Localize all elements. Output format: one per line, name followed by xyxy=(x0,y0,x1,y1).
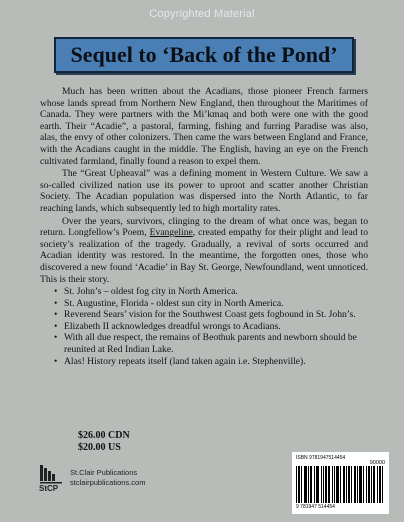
publisher-logo-icon xyxy=(38,463,66,493)
book-title: Sequel to ‘Back of the Pond’ xyxy=(70,42,338,67)
title-banner xyxy=(54,37,354,73)
barcode-number: 9 781947 514454 xyxy=(296,504,335,510)
blurb-body xyxy=(40,86,368,367)
paragraph-3: Over the years, survivors, clinging to the dream of what once was, began to return. Longfellow’s Poem, Evangeline, created empathy for their plight and lead to society’s realization of the tragedy. Gradually, a revival of sorts occurred and Acadian identity was restored. In the meantime, the forgotten ones, those who discovered a new found ‘Acadie’ in Bay St. George, Newfoundland, went unnoticed. This is their story. xyxy=(40,215,368,285)
paragraph-1: Much has been written about the Acadians, those pioneer French farmers whose lands spread from Northern New England, then throughout the Maritimes of Canada. They were partners with the Mi’kmaq and both were one with the good earth. Their “Acadie”, a pastoral, farming, fishing and furring Paradise was also, alas, the envy of other colonizers. Then came the wars between England and France, with the Acadians caught in the middle. The English, having an eye on the French cultivated farmland, finally found a reason to expel them. xyxy=(40,86,368,167)
barcode-icon xyxy=(296,466,385,503)
list-item: • St. John’s – oldest fog city in North America. xyxy=(54,286,368,298)
bullet-list xyxy=(40,286,368,367)
list-item: • Alas! History repeats itself (land taken again i.e. Stephenville). xyxy=(54,356,368,368)
price-cdn: $26.00 CDN xyxy=(78,430,130,441)
barcode xyxy=(292,452,389,514)
list-item: • Reverend Sears’ vision for the Southwest Coast gets fogbound in St. John’s. xyxy=(54,309,368,321)
publisher-url: stclairpublications.com xyxy=(70,478,146,487)
publisher-name: St.Clair Publications xyxy=(70,468,138,477)
list-item: • St. Augustine, Florida - oldest sun city in North America. xyxy=(54,298,368,310)
price-block xyxy=(78,430,130,454)
paragraph-2: The “Great Upheaval” was a defining moment in Western Culture. We saw a so-called civilized nation use its power to uproot and scatter another Christian Society. The Acadian population was dispersed into the North Atlantic, to far reaching lands, which subsequently led to high mortality rates. xyxy=(40,168,368,214)
svg-text:StCP: StCP xyxy=(39,484,59,493)
isbn-label: ISBN 9781947514454 xyxy=(296,455,346,461)
evangeline-title: Evangeline xyxy=(149,227,193,239)
price-us: $20.00 US xyxy=(78,442,121,453)
price-code: 90000 xyxy=(369,460,385,466)
list-item: • With all due respect, the remains of Beothuk parents and newborn should be reunited at Red Indian Lake. xyxy=(54,332,368,355)
watermark: Copyrighted Material xyxy=(149,8,255,20)
list-item: • Elizabeth II acknowledges dreadful wrongs to Acadians. xyxy=(54,321,368,333)
publisher-block xyxy=(38,463,145,493)
